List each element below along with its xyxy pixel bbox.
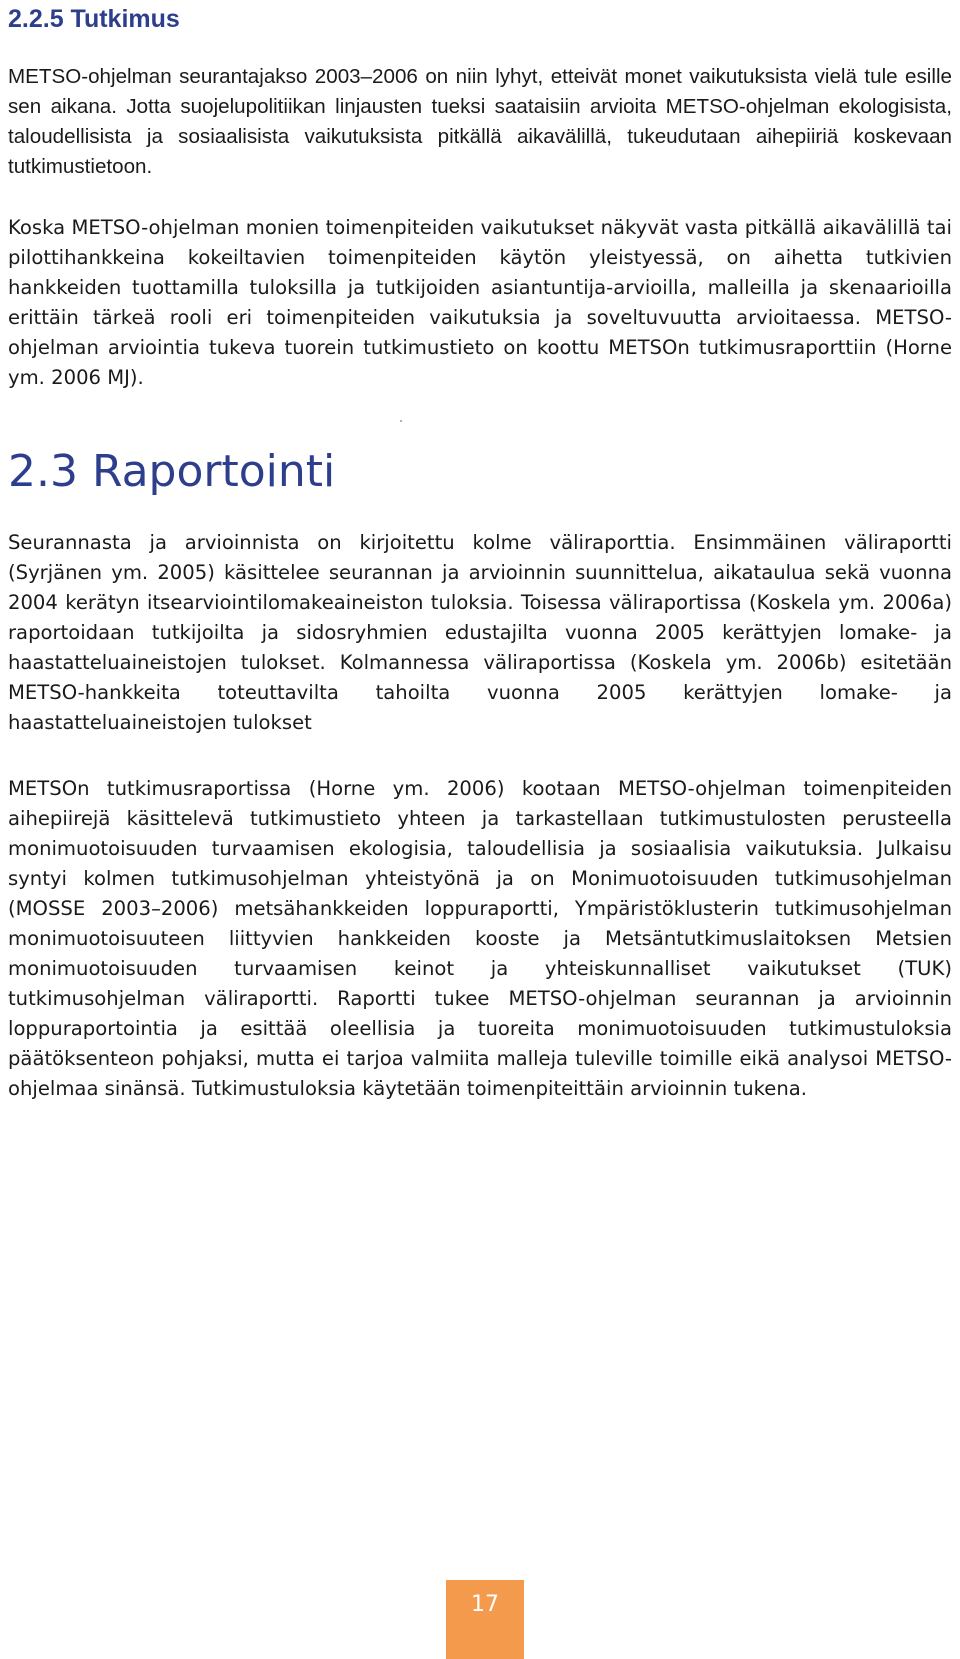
paragraph-seurantajakso: METSO-ohjelman seurantajakso 2003–2006 on niin lyhyt, etteivät monet vaikutuksista vielä tule esille sen aikana. Jotta suojelupolitiikan linjausten tueksi saataisiin arvioita METSO-ohjelman ekologisista, taloudellisista ja sosiaalisista vaikutuksista pitkällä aikavälillä, tukeudutaan aihepiiriä koskevaan tutkimustietoon. <box>8 65 952 178</box>
paragraph-koska-metso: Koska METSO-ohjelman monien toimenpiteiden vaikutukset näkyvät vasta pitkällä aikavälillä tai pilottihankkeina kokeiltavien toimenpiteiden käytön yleistyessä, on aihetta tutkivien hankkeiden tuottamilla tuloksilla ja tutkijoiden asiantuntija-arvioilla, malleilla ja skenaarioilla erittäin tärkeä rooli eri toimenpiteiden vaikutuksia ja soveltuvuutta arvioitaessa. METSO-ohjelman arviointia tukeva tuorein tutkimustieto on koottu METSOn tutkimusraporttiin (Horne ym. 2006 MJ). <box>8 216 952 389</box>
page-number: 17 <box>471 1592 499 1617</box>
section-title: 2.2.5 Tutkimus <box>8 5 180 33</box>
paragraph-tutkimusraportti: METSOn tutkimusraportissa (Horne ym. 2006) kootaan METSO-ohjelman toimenpiteiden aihepiirejä käsittelevä tutkimustieto yhteen ja tarkastellaan tutkimustulosten perusteella monimuotoisuuden turvaamisen ekologisia, taloudellisia ja sosiaalisia vaikutuksia. Julkaisu syntyi kolmen tutkimusohjelman yhteistyönä ja on Monimuotoisuuden tutkimusohjelman (MOSSE 2003–2006) metsähankkeiden loppuraportti, Ympäristöklusterin tutkimusohjelman monimuotoisuuteen liittyvien hankkeiden kooste ja Metsäntutkimuslaitoksen Metsien monimuotoisuuden turvaamisen keinot ja yhteiskunnalliset vaikutukset (TUK) tutkimusohjelman väliraportti. Raportti tukee METSO-ohjelman seurannan ja arvioinnin loppuraportointia ja esittää oleellisia ja tuoreita monimuotoisuuden tutkimustuloksia päätöksenteon pohjaksi, mutta ei tarjoa valmiita malleja tuleville toimille eikä analysoi METSO-ohjelmaa sinänsä. Tutkimustuloksia käytetään toimenpiteittäin arvioinnin tukena. <box>8 777 952 1100</box>
section-heading-raportointi: 2.3 Raportointi <box>8 446 336 497</box>
paragraph-vaaliraportit: Seurannasta ja arvioinnista on kirjoitettu kolme väliraporttia. Ensimmäinen väliraportti (Syrjänen ym. 2005) käsittelee seurannan ja arvioinnin suunnittelua, aikataulua sekä vuonna 2004 kerätyn itsearviointilomakeaineiston tuloksia. Toisessa väliraportissa (Koskela ym. 2006a) raportoidaan tutkijoilta ja sidosryhmien edustajilta vuonna 2005 kerättyjen lomake- ja haastatteluaineistojen tulokset. Kolmannessa väliraportissa (Koskela ym. 2006b) esitetään METSO-hankkeita toteuttavilta tahoilta vuonna 2005 kerättyjen lomake- ja haastatteluaineistojen tulokset <box>8 531 952 734</box>
stray-dot <box>400 420 402 422</box>
page-number-box <box>446 1580 524 1659</box>
